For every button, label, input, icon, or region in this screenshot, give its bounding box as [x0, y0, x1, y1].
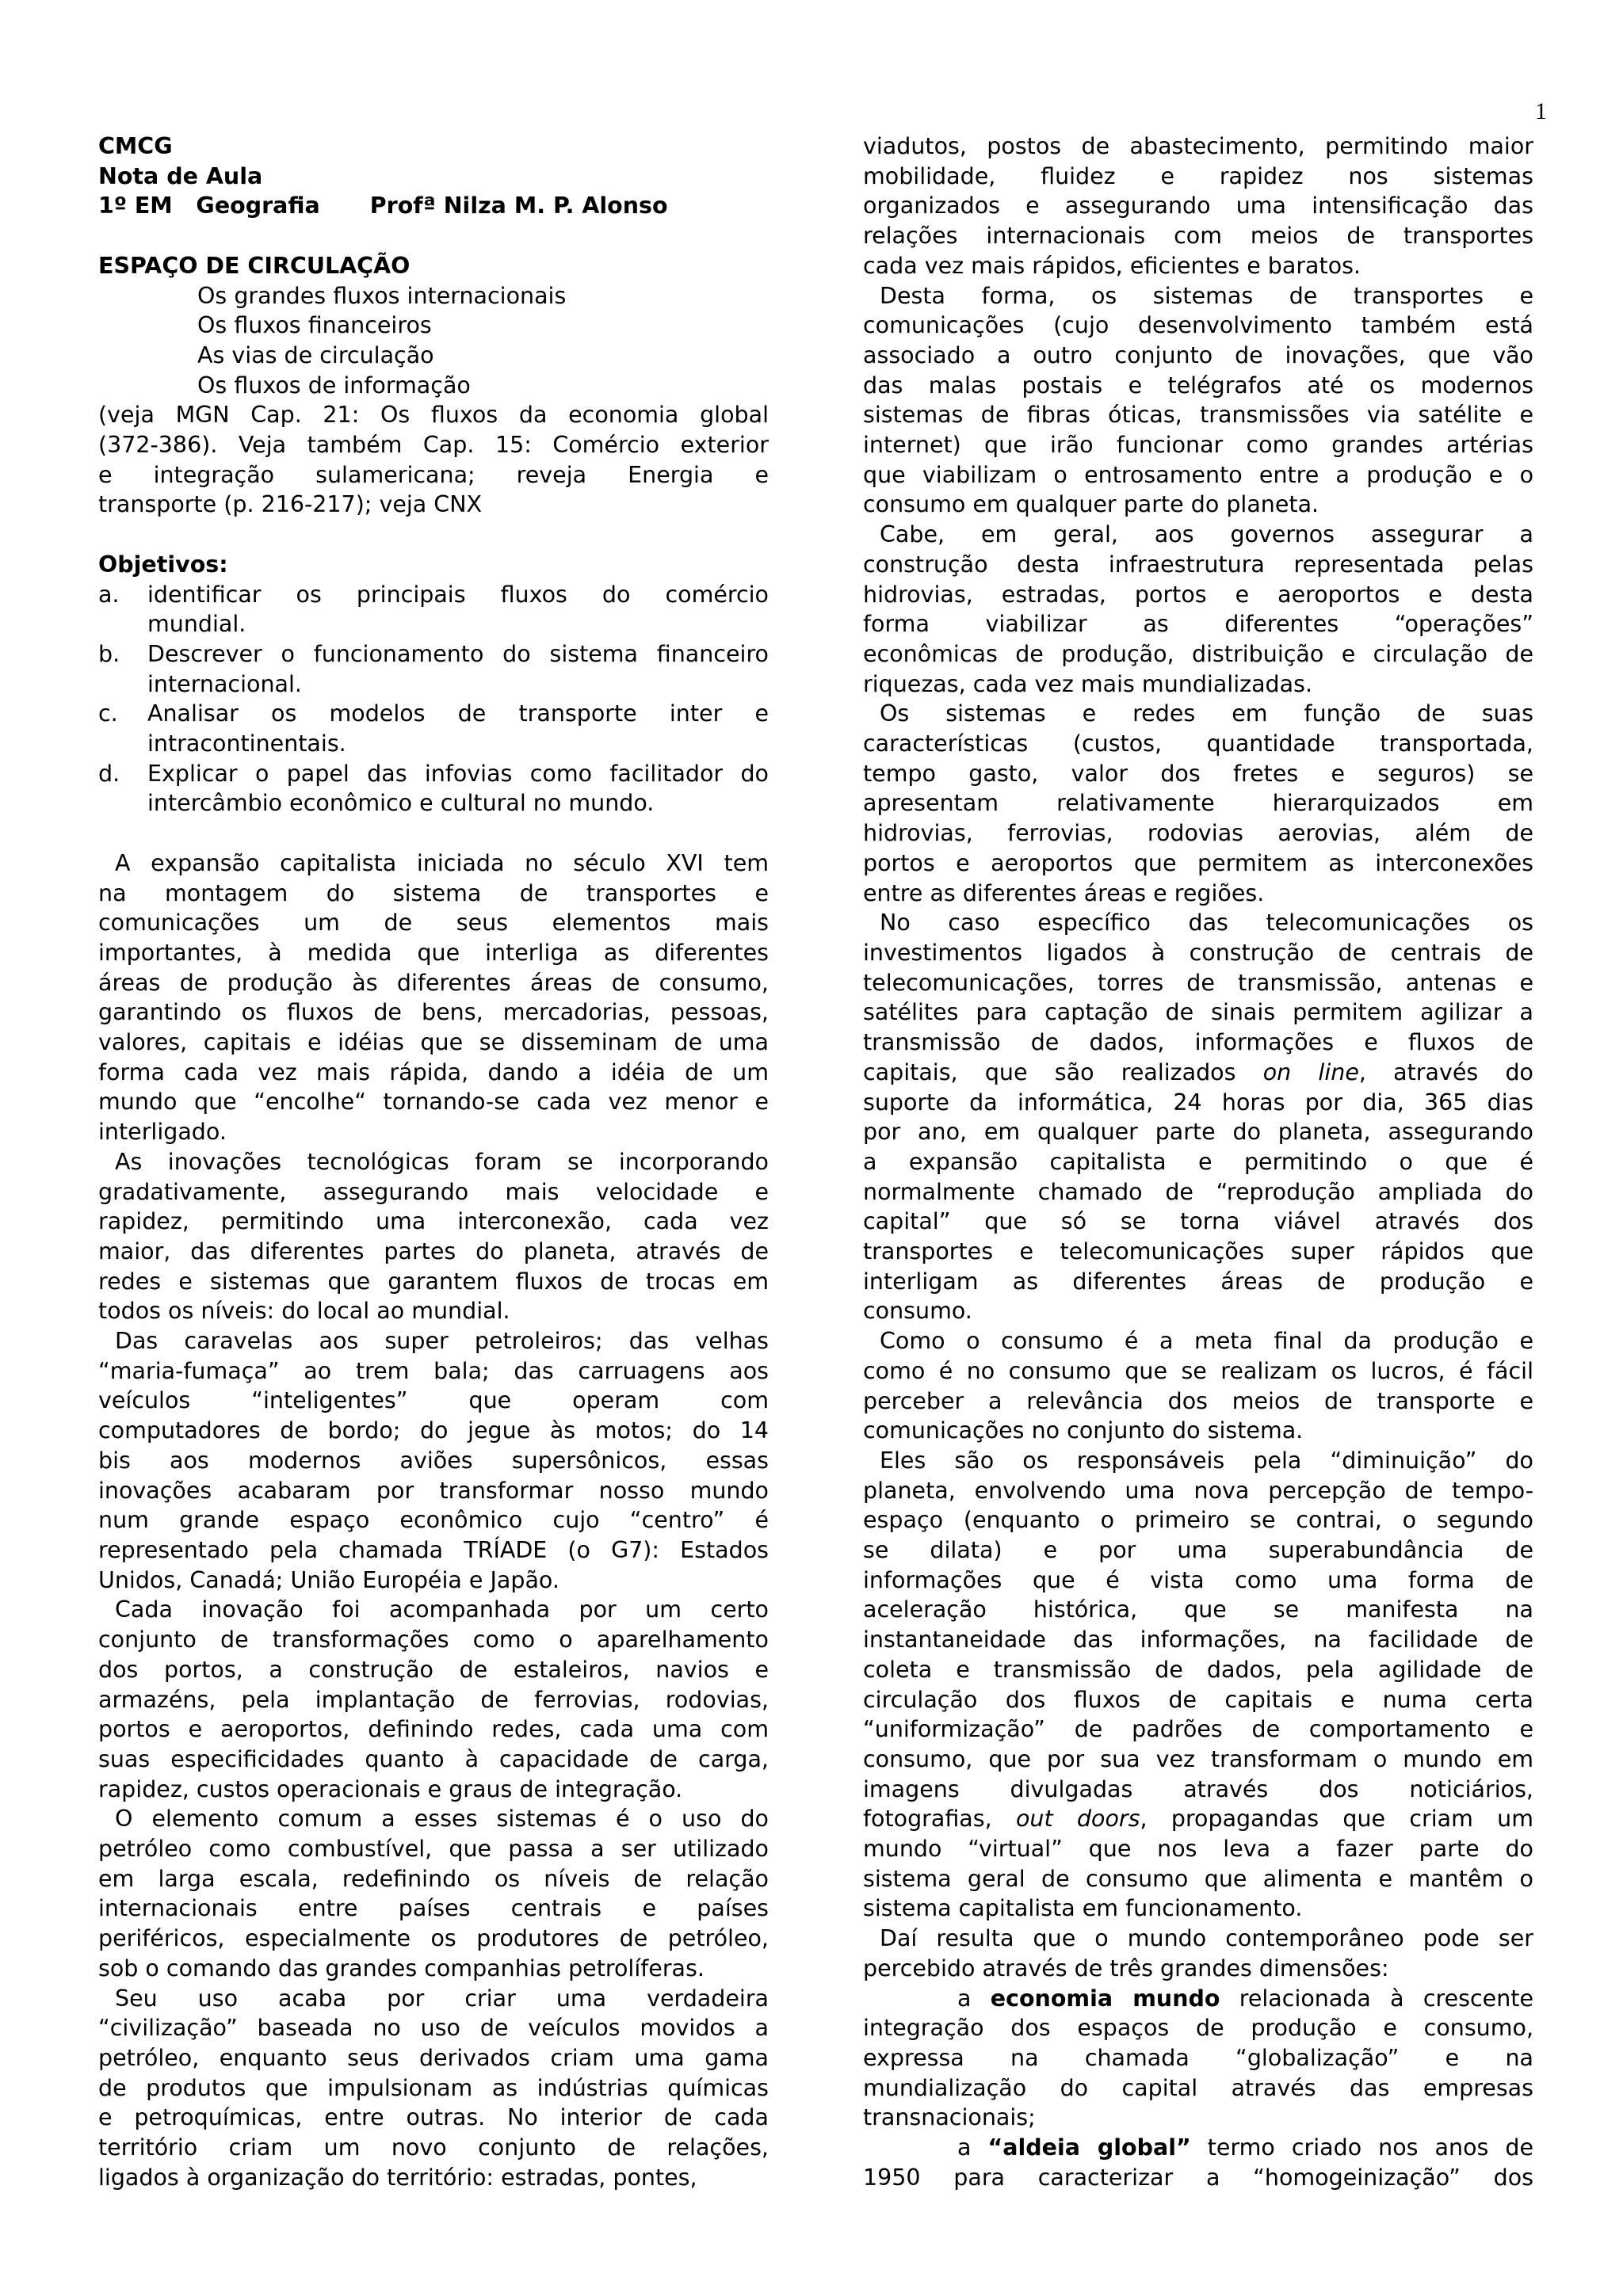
text-line: interligam as diferentes áreas de produção e [863, 1268, 1533, 1295]
text-line: perceber a relevância dos meios de transporte e [863, 1387, 1533, 1414]
course-and-teacher [98, 191, 769, 221]
text-line: apresentam relativamente hierarquizados em [863, 790, 1533, 817]
objective-text: intracontinentais. [147, 730, 346, 757]
text-line: transmissão de dados, informações e fluxos de [863, 1029, 1533, 1056]
text-line: Como o consumo é a meta final da produção e [880, 1328, 1533, 1355]
body-paragraph [98, 849, 769, 1147]
body-paragraph [98, 1595, 769, 1804]
objective-label: d. [98, 760, 120, 787]
objective-text: Explicar o papel das infovias como facilitador do [147, 760, 769, 787]
dimension-text: 1950 para caracterizar a “homogeinização” dos [863, 2164, 1533, 2191]
text-line: por ano, em qualquer parte do planeta, assegurando [863, 1119, 1533, 1146]
text-line: econômicas de produção, distribuição e circulação de [863, 640, 1533, 667]
text-line: garantindo os fluxos de bens, mercadorias, pessoas, [98, 999, 769, 1026]
text-line: Seu uso acaba por criar uma verdadeira [115, 1985, 769, 2012]
text-line: rapidez, custos operacionais e graus de integração. [98, 1775, 683, 1802]
objective-text: mundial. [147, 611, 246, 638]
text-line: tempo gasto, valor dos fretes e seguros) se [863, 760, 1533, 787]
text-line: interligado. [98, 1119, 227, 1146]
body-paragraph [98, 1804, 769, 1983]
text-line: armazéns, pela implantação de ferrovias, rodovias, [98, 1686, 769, 1713]
text-line: se dilata) e por uma superabundância de [863, 1537, 1533, 1564]
text-line: normalmente chamado de “reprodução ampliada do [863, 1178, 1533, 1205]
document-type: Nota de Aula [98, 162, 263, 189]
text-line: comunicações um de seus elementos mais [98, 910, 769, 936]
text-line: Cabe, em geral, aos governos assegurar a [880, 521, 1533, 548]
text-line: portos e aeroportos que permitem as interconexões [863, 849, 1533, 876]
text-line: sistemas de fibras óticas, transmissões via satélite e [863, 402, 1533, 429]
text-line: território criam um novo conjunto de relações, [98, 2134, 769, 2161]
text-line: das malas postais e telégrafos até os modernos [863, 372, 1533, 399]
text-line: As inovações tecnológicas foram se incorporando [115, 1148, 769, 1175]
text-line: consumo, que por sua vez transformam o mundo em [863, 1745, 1533, 1772]
text-line: veículos “inteligentes” que operam com [98, 1387, 769, 1414]
text-line: coleta e transmissão de dados, pela agilidade de [863, 1656, 1533, 1683]
text-line: suas especificidades quanto à capacidade de carga, [98, 1745, 769, 1772]
text-line: planeta, envolvendo uma nova percepção de tempo- [863, 1477, 1533, 1504]
reference-line: (372-386). Veja também Cap. 15: Comércio exterior [98, 432, 769, 459]
text-line: sob o comando das grandes companhias petrolíferas. [98, 1955, 705, 1981]
text-line: internacionais entre países centrais e países [98, 1895, 769, 1922]
text-line: que viabilizam o entrosamento entre a produção e o [863, 461, 1533, 488]
text-line: capital” que só se torna viável através dos [863, 1208, 1533, 1235]
body-paragraph [863, 1446, 1533, 1924]
body-paragraph [863, 1326, 1533, 1446]
left-body-text [98, 849, 769, 2193]
text-line: Desta forma, os sistemas de transportes e [880, 282, 1533, 309]
text-line: imagens divulgadas através dos noticiários, [863, 1775, 1533, 1802]
text-line: informações que é vista como uma forma de [863, 1566, 1533, 1593]
text-line: como é no consumo que se realizam os lucros, é fácil [863, 1357, 1533, 1384]
text-line: redes e sistemas que garantem fluxos de trocas em [98, 1268, 769, 1295]
topic-item: Os fluxos de informação [197, 372, 471, 399]
right-body-text [863, 132, 1533, 1984]
text-line: características (custos, quantidade transportada, [863, 730, 1533, 757]
dimension-text: integração dos espaços de produção e consumo, [863, 2015, 1533, 2042]
text-line: O elemento comum a esses sistemas é o uso do [115, 1806, 769, 1833]
text-line: fotografias, out doors, propagandas que criam um [863, 1806, 1533, 1833]
objective-item [98, 639, 769, 699]
text-line: de produtos que impulsionam as indústrias químicas [98, 2074, 769, 2101]
left-column [98, 132, 769, 2192]
text-line: importantes, à medida que interliga as diferentes [98, 939, 769, 966]
text-line: na montagem do sistema de transportes e [98, 879, 769, 906]
topic-item: Os grandes fluxos internacionais [197, 282, 567, 309]
body-paragraph [863, 520, 1533, 699]
text-line: sistema geral de consumo que alimenta e mantêm o [863, 1865, 1533, 1892]
dimension-item [863, 2133, 1533, 2192]
objective-label: b. [98, 640, 120, 667]
text-line: satélites para captação de sinais permitem agilizar a [863, 999, 1533, 1026]
dimension-term: “aldeia global” [987, 2134, 1191, 2161]
text-line: transportes e telecomunicações super rápidos que [863, 1238, 1533, 1265]
text-line: entre as diferentes áreas e regiões. [863, 879, 1265, 906]
reference-line: (veja MGN Cap. 21: Os fluxos da economia global [98, 402, 769, 429]
text-line: forma viabilizar as diferentes “operações” [863, 611, 1533, 638]
text-line: associado a outro conjunto de inovações, que vão [863, 341, 1533, 368]
text-line: inovações acabaram por transformar nosso mundo [98, 1477, 769, 1504]
text-line: periféricos, especialmente os produtores de petróleo, [98, 1925, 769, 1952]
objective-item [98, 699, 769, 758]
dimension-prefix: a [957, 2134, 988, 2161]
text-line: Unidos, Canadá; União Européia e Japão. [98, 1566, 559, 1593]
text-line: circulação dos fluxos de capitais e numa certa [863, 1686, 1533, 1713]
text-line: suporte da informática, 24 horas por dia, 365 dias [863, 1089, 1533, 1116]
objective-text: Analisar os modelos de transporte inter e [147, 700, 769, 727]
text-line: aceleração histórica, que se manifesta na [863, 1596, 1533, 1623]
text-line: instantaneidade das informações, na facilidade de [863, 1627, 1533, 1653]
objective-text: Descrever o funcionamento do sistema financeiro [147, 640, 769, 667]
text-line: Daí resulta que o mundo contemporâneo pode ser [880, 1925, 1533, 1952]
text-line: bis aos modernos aviões supersônicos, essas [98, 1447, 769, 1474]
text-line: hidrovias, ferrovias, rodovias aerovias, além de [863, 820, 1533, 847]
text-line: “maria-fumaça” ao trem bala; das carruagens aos [98, 1357, 769, 1384]
text-line: investimentos ligados à construção de centrais de [863, 939, 1533, 966]
body-paragraph [863, 699, 1533, 908]
text-line: representado pela chamada TRÍADE (o G7): Estados [98, 1537, 769, 1563]
text-line: em larga escala, redefinindo os níveis de relação [98, 1865, 769, 1892]
dimension-term: economia mundo [990, 1985, 1220, 2012]
text-line: relações internacionais com meios de transportes [863, 223, 1533, 250]
body-paragraph [98, 1147, 769, 1326]
page-number: 1 [1535, 98, 1547, 124]
text-line: telecomunicações, torres de transmissão, antenas e [863, 969, 1533, 996]
teacher-name: Profª Nilza M. P. Alonso [369, 193, 668, 219]
text-line: gradativamente, assegurando mais velocidade e [98, 1178, 769, 1205]
reference-line: e integração sulamericana; reveja Energia e [98, 461, 769, 488]
text-line: organizados e assegurando uma intensificação das [863, 193, 1533, 219]
text-line: Das caravelas aos super petroleiros; das velhas [115, 1328, 769, 1355]
dimension-text: expressa na chamada “globalização” e na [863, 2045, 1533, 2071]
references [98, 400, 769, 520]
objective-text: identificar os principais fluxos do comércio [147, 581, 769, 608]
text-line: mundo que “encolhe“ tornando-se cada vez menor e [98, 1089, 769, 1116]
text-line: comunicações (cujo desenvolvimento também está [863, 312, 1533, 339]
text-line: num grande espaço econômico cujo “centro” é [98, 1507, 769, 1534]
text-line: consumo. [863, 1298, 972, 1325]
text-line: a expansão capitalista e permitindo o que é [863, 1148, 1533, 1175]
objective-item [98, 759, 769, 818]
text-line: mobilidade, fluidez e rapidez nos sistemas [863, 162, 1533, 189]
dimension-text: termo criado nos anos de [1190, 2134, 1533, 2161]
body-paragraph [98, 1984, 769, 2193]
dimension-item [863, 1984, 1533, 2134]
text-line: viadutos, postos de abastecimento, permitindo maior [863, 133, 1533, 159]
dimension-prefix: a [957, 1985, 991, 2012]
text-line: valores, capitais e idéias que se disseminam de uma [98, 1029, 769, 1056]
objective-label: c. [98, 700, 118, 727]
course-label: 1º EM Geografia [98, 193, 320, 219]
text-line: petróleo, enquanto seus derivados criam uma gama [98, 2044, 769, 2071]
objective-item [98, 580, 769, 639]
text-line: percebido através de três grandes dimensões: [863, 1955, 1389, 1981]
objective-text: internacional. [147, 670, 302, 697]
objective-label: a. [98, 581, 120, 608]
text-line: rapidez, permitindo uma interconexão, cada vez [98, 1208, 769, 1235]
text-line: capitais, que são realizados on line, através do [863, 1058, 1533, 1085]
text-line: portos e aeroportos, definindo redes, cada uma com [98, 1716, 769, 1743]
text-line: conjunto de transformações como o aparelhamento [98, 1627, 769, 1653]
text-line: ligados à organização do território: estradas, pontes, [98, 2164, 697, 2191]
text-line: espaço (enquanto o primeiro se contrai, o segundo [863, 1507, 1533, 1534]
text-line: forma cada vez mais rápida, dando a idéia de um [98, 1058, 769, 1085]
text-line: No caso específico das telecomunicações os [880, 910, 1533, 936]
body-paragraph [863, 281, 1533, 521]
text-line: computadores de bordo; do jegue às motos; do 14 [98, 1417, 769, 1444]
text-line: comunicações no conjunto do sistema. [863, 1417, 1304, 1444]
section-title: ESPAÇO DE CIRCULAÇÃO [98, 252, 411, 279]
text-line: Os sistemas e redes em função de suas [880, 700, 1533, 727]
body-paragraph [98, 1326, 769, 1595]
text-line: consumo em qualquer parte do planeta. [863, 491, 1319, 518]
text-line: maior, das diferentes partes do planeta, através de [98, 1238, 769, 1264]
topic-list [98, 281, 769, 401]
dimension-text: mundialização do capital através das empresas [863, 2074, 1533, 2101]
text-line: cada vez mais rápidos, eficientes e baratos. [863, 252, 1361, 279]
dimension-text: transnacionais; [863, 2104, 1036, 2131]
text-line: internet) que irão funcionar como grandes artérias [863, 432, 1533, 459]
text-line: “uniformização” de padrões de comportamento e [863, 1716, 1533, 1743]
text-line: petróleo como combustível, que passa a ser utilizado [98, 1836, 769, 1863]
text-line: mundo “virtual” que nos leva a fazer parte do [863, 1836, 1533, 1863]
objective-text: intercâmbio econômico e cultural no mundo. [147, 790, 655, 817]
text-line: construção desta infraestrutura representada pelas [863, 551, 1533, 578]
text-line: Eles são os responsáveis pela “diminuição” do [880, 1447, 1533, 1474]
right-column [863, 132, 1533, 2193]
text-line: Cada inovação foi acompanhada por um certo [115, 1596, 769, 1623]
text-line: áreas de produção às diferentes áreas de consumo, [98, 969, 769, 996]
text-line: A expansão capitalista iniciada no século XVI tem [115, 849, 769, 876]
objectives-heading: Objetivos: [98, 551, 228, 578]
reference-line: transporte (p. 216-217); veja CNX [98, 491, 483, 518]
text-line: hidrovias, estradas, portos e aeroportos e desta [863, 581, 1533, 608]
text-line: e petroquímicas, entre outras. No interior de cada [98, 2104, 769, 2131]
text-line: sistema capitalista em funcionamento. [863, 1895, 1303, 1922]
text-line: todos os níveis: do local ao mundial. [98, 1298, 510, 1325]
topic-item: As vias de circulação [197, 341, 434, 368]
body-paragraph [863, 1924, 1533, 1983]
text-line: riquezas, cada vez mais mundializadas. [863, 670, 1313, 697]
body-paragraph [863, 132, 1533, 281]
dimension-text: relacionada à crescente [1220, 1985, 1533, 2012]
school-name: CMCG [98, 133, 173, 159]
text-line: “civilização” baseada no uso de veículos movidos a [98, 2015, 769, 2042]
topic-item: Os fluxos financeiros [197, 312, 432, 339]
text-line: dos portos, a construção de estaleiros, navios e [98, 1656, 769, 1683]
body-paragraph [863, 908, 1533, 1326]
